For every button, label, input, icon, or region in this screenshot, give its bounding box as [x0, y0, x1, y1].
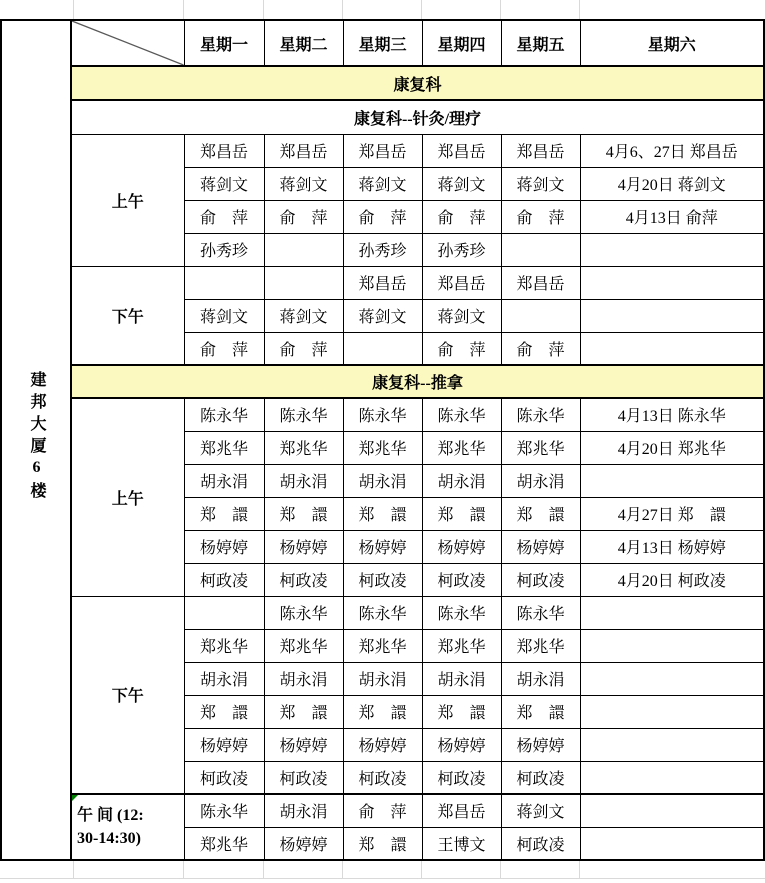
schedule-cell[interactable]: 俞 萍 — [264, 200, 343, 233]
schedule-cell[interactable]: 杨婷婷 — [184, 728, 264, 761]
schedule-cell[interactable]: 蒋剑文 — [422, 299, 501, 332]
schedule-cell[interactable]: 孙秀珍 — [184, 233, 264, 266]
gridline — [263, 0, 264, 19]
schedule-cell[interactable]: 郑 譞 — [343, 497, 422, 530]
schedule-cell[interactable]: 郑兆华 — [264, 629, 343, 662]
error-indicator-triangle — [72, 795, 78, 801]
schedule-cell[interactable]: 郑兆华 — [422, 431, 501, 464]
gridline — [0, 878, 765, 879]
schedule-cell[interactable]: 俞 萍 — [264, 332, 343, 365]
schedule-cell[interactable] — [580, 464, 764, 497]
schedule-cell[interactable]: 郑昌岳 — [501, 266, 580, 299]
schedule-cell[interactable]: 蒋剑文 — [501, 167, 580, 200]
schedule-cell[interactable]: 郑兆华 — [184, 431, 264, 464]
schedule-cell[interactable] — [343, 332, 422, 365]
gridline — [183, 0, 184, 19]
schedule-cell[interactable]: 郑昌岳 — [184, 134, 264, 167]
diagonal-line-icon — [72, 21, 184, 65]
schedule-cell[interactable]: 郑兆华 — [264, 431, 343, 464]
schedule-cell[interactable] — [580, 629, 764, 662]
gridline — [342, 861, 343, 878]
schedule-cell[interactable]: 杨婷婷 — [264, 827, 343, 860]
schedule-cell[interactable]: 胡永涓 — [184, 662, 264, 695]
schedule-cell[interactable]: 孙秀珍 — [343, 233, 422, 266]
schedule-cell[interactable]: 胡永涓 — [501, 662, 580, 695]
gridline — [73, 0, 74, 19]
schedule-cell[interactable]: 柯政凌 — [184, 761, 264, 794]
schedule-cell[interactable]: 胡永涓 — [264, 662, 343, 695]
gridline — [342, 0, 343, 19]
gridline — [263, 861, 264, 878]
schedule-cell[interactable]: 郑 譞 — [264, 497, 343, 530]
schedule-cell[interactable]: 蒋剑文 — [264, 167, 343, 200]
schedule-cell[interactable]: 4月27日 郑 譞 — [580, 497, 764, 530]
schedule-cell[interactable]: 郑昌岳 — [422, 794, 501, 827]
schedule-cell[interactable] — [580, 596, 764, 629]
schedule-cell[interactable]: 郑兆华 — [501, 629, 580, 662]
day-header-tue[interactable]: 星期二 — [264, 20, 343, 66]
schedule-cell[interactable]: 胡永涓 — [422, 662, 501, 695]
schedule-cell[interactable]: 俞 萍 — [184, 200, 264, 233]
noon-label-line2: 30-14:30) — [77, 830, 141, 847]
schedule-cell[interactable]: 郑昌岳 — [422, 134, 501, 167]
day-header-thu[interactable]: 星期四 — [422, 20, 501, 66]
section-banner-acupuncture[interactable]: 康复科--针灸/理疗 — [71, 100, 764, 134]
schedule-cell[interactable]: 郑昌岳 — [264, 134, 343, 167]
day-header-wed[interactable]: 星期三 — [343, 20, 422, 66]
schedule-cell[interactable]: 郑昌岳 — [343, 266, 422, 299]
schedule-cell[interactable]: 胡永涓 — [184, 464, 264, 497]
schedule-cell[interactable] — [580, 332, 764, 365]
schedule-cell[interactable] — [264, 266, 343, 299]
schedule-cell[interactable] — [580, 761, 764, 794]
time-label-acupuncture-am[interactable]: 上午 — [71, 134, 184, 266]
schedule-cell[interactable]: 柯政凌 — [501, 761, 580, 794]
schedule-cell[interactable]: 郑兆华 — [501, 431, 580, 464]
schedule-cell[interactable] — [580, 728, 764, 761]
schedule-cell[interactable]: 郑 譞 — [343, 827, 422, 860]
schedule-cell[interactable]: 柯政凌 — [501, 827, 580, 860]
schedule-cell[interactable]: 柯政凌 — [264, 563, 343, 596]
schedule-cell[interactable]: 郑昌岳 — [501, 134, 580, 167]
schedule-cell[interactable]: 杨婷婷 — [501, 530, 580, 563]
schedule-cell[interactable]: 杨婷婷 — [343, 530, 422, 563]
schedule-cell[interactable]: 孙秀珍 — [422, 233, 501, 266]
schedule-cell[interactable] — [580, 299, 764, 332]
schedule-cell[interactable]: 杨婷婷 — [264, 728, 343, 761]
section-banner-department[interactable]: 康复科 — [71, 66, 764, 100]
gridline — [183, 861, 184, 878]
schedule-cell[interactable]: 胡永涓 — [343, 464, 422, 497]
schedule-cell[interactable]: 陈永华 — [422, 596, 501, 629]
gridline — [500, 861, 501, 878]
schedule-cell[interactable]: 柯政凌 — [422, 563, 501, 596]
schedule-cell[interactable]: 4月20日 柯政凌 — [580, 563, 764, 596]
schedule-cell[interactable]: 杨婷婷 — [184, 530, 264, 563]
schedule-cell[interactable]: 俞 萍 — [422, 200, 501, 233]
schedule-cell[interactable]: 蒋剑文 — [184, 167, 264, 200]
schedule-cell[interactable]: 胡永涓 — [422, 464, 501, 497]
day-header-mon[interactable]: 星期一 — [184, 20, 264, 66]
schedule-cell[interactable]: 胡永涓 — [264, 464, 343, 497]
schedule-cell[interactable]: 4月20日 蒋剑文 — [580, 167, 764, 200]
schedule-cell[interactable]: 蒋剑文 — [422, 167, 501, 200]
schedule-cell[interactable]: 杨婷婷 — [422, 530, 501, 563]
schedule-cell[interactable]: 俞 萍 — [501, 200, 580, 233]
schedule-cell[interactable]: 郑兆华 — [343, 431, 422, 464]
schedule-cell[interactable]: 4月13日 俞萍 — [580, 200, 764, 233]
schedule-cell[interactable]: 陈永华 — [343, 596, 422, 629]
schedule-cell[interactable]: 陈永华 — [343, 398, 422, 431]
schedule-cell[interactable]: 杨婷婷 — [264, 530, 343, 563]
schedule-cell[interactable]: 郑 譞 — [184, 695, 264, 728]
schedule-cell[interactable]: 郑兆华 — [422, 629, 501, 662]
corner-diagonal-cell[interactable] — [71, 20, 184, 66]
schedule-cell[interactable]: 胡永涓 — [343, 662, 422, 695]
schedule-cell[interactable]: 4月13日 杨婷婷 — [580, 530, 764, 563]
schedule-cell[interactable] — [184, 596, 264, 629]
schedule-cell[interactable]: 杨婷婷 — [501, 728, 580, 761]
day-header-sat[interactable]: 星期六 — [580, 20, 764, 66]
time-label-acupuncture-pm[interactable]: 下午 — [71, 266, 184, 365]
schedule-cell[interactable]: 杨婷婷 — [422, 728, 501, 761]
time-label-noon[interactable] — [71, 794, 184, 860]
schedule-cell[interactable]: 陈永华 — [501, 596, 580, 629]
schedule-cell[interactable]: 胡永涓 — [264, 794, 343, 827]
schedule-cell[interactable]: 柯政凌 — [343, 761, 422, 794]
schedule-cell[interactable]: 郑 譞 — [422, 695, 501, 728]
schedule-cell[interactable]: 陈永华 — [264, 398, 343, 431]
schedule-cell[interactable]: 4月6、27日 郑昌岳 — [580, 134, 764, 167]
section-banner-tuina[interactable]: 康复科--推拿 — [71, 365, 764, 398]
schedule-cell[interactable]: 俞 萍 — [422, 332, 501, 365]
noon-label-line1: 午 间 (12: — [77, 806, 144, 824]
schedule-cell[interactable]: 郑 譞 — [184, 497, 264, 530]
schedule-cell[interactable]: 柯政凌 — [264, 761, 343, 794]
schedule-cell[interactable]: 郑兆华 — [184, 827, 264, 860]
schedule-cell[interactable] — [580, 695, 764, 728]
time-label-tuina-am[interactable]: 上午 — [71, 398, 184, 596]
schedule-cell[interactable]: 柯政凌 — [184, 563, 264, 596]
schedule-cell[interactable]: 柯政凌 — [343, 563, 422, 596]
schedule-cell[interactable]: 俞 萍 — [343, 794, 422, 827]
schedule-cell[interactable]: 蒋剑文 — [501, 794, 580, 827]
schedule-cell[interactable] — [501, 233, 580, 266]
gridline — [421, 861, 422, 878]
schedule-cell[interactable]: 陈永华 — [184, 794, 264, 827]
gridline — [579, 0, 580, 19]
schedule-cell[interactable]: 蒋剑文 — [343, 299, 422, 332]
schedule-cell[interactable] — [184, 266, 264, 299]
schedule-cell[interactable]: 郑 譞 — [422, 497, 501, 530]
day-header-fri[interactable]: 星期五 — [501, 20, 580, 66]
schedule-cell[interactable]: 陈永华 — [264, 596, 343, 629]
schedule-cell[interactable]: 陈永华 — [501, 398, 580, 431]
schedule-cell[interactable]: 郑兆华 — [343, 629, 422, 662]
schedule-cell[interactable]: 4月20日 郑兆华 — [580, 431, 764, 464]
schedule-cell[interactable]: 蒋剑文 — [184, 299, 264, 332]
schedule-cell[interactable]: 胡永涓 — [501, 464, 580, 497]
building-label-cell[interactable] — [1, 20, 71, 860]
schedule-cell[interactable]: 俞 萍 — [343, 200, 422, 233]
schedule-table — [0, 19, 765, 861]
schedule-cell[interactable]: 4月13日 陈永华 — [580, 398, 764, 431]
schedule-cell[interactable]: 郑 譞 — [343, 695, 422, 728]
schedule-cell[interactable]: 蒋剑文 — [343, 167, 422, 200]
schedule-cell[interactable]: 郑 譞 — [501, 497, 580, 530]
schedule-cell[interactable]: 俞 萍 — [501, 332, 580, 365]
schedule-cell[interactable]: 杨婷婷 — [343, 728, 422, 761]
schedule-cell[interactable] — [580, 662, 764, 695]
schedule-cell[interactable]: 郑昌岳 — [343, 134, 422, 167]
schedule-cell[interactable] — [264, 233, 343, 266]
schedule-cell[interactable] — [580, 266, 764, 299]
schedule-cell[interactable] — [501, 299, 580, 332]
schedule-cell[interactable]: 陈永华 — [422, 398, 501, 431]
building-label: 建邦大厦6楼 — [28, 371, 45, 504]
schedule-cell[interactable]: 王博文 — [422, 827, 501, 860]
schedule-cell[interactable]: 俞 萍 — [184, 332, 264, 365]
schedule-cell[interactable]: 蒋剑文 — [264, 299, 343, 332]
schedule-cell[interactable]: 柯政凌 — [501, 563, 580, 596]
gridline — [73, 861, 74, 878]
schedule-cell[interactable] — [580, 233, 764, 266]
schedule-cell[interactable] — [580, 827, 764, 860]
schedule-cell[interactable]: 陈永华 — [184, 398, 264, 431]
schedule-cell[interactable] — [580, 794, 764, 827]
schedule-cell[interactable]: 郑 譞 — [501, 695, 580, 728]
time-label-tuina-pm[interactable]: 下午 — [71, 596, 184, 794]
schedule-cell[interactable]: 柯政凌 — [422, 761, 501, 794]
gridline — [579, 861, 580, 878]
schedule-cell[interactable]: 郑 譞 — [264, 695, 343, 728]
schedule-cell[interactable]: 郑昌岳 — [422, 266, 501, 299]
gridline — [421, 0, 422, 19]
schedule-cell[interactable]: 郑兆华 — [184, 629, 264, 662]
gridline — [500, 0, 501, 19]
